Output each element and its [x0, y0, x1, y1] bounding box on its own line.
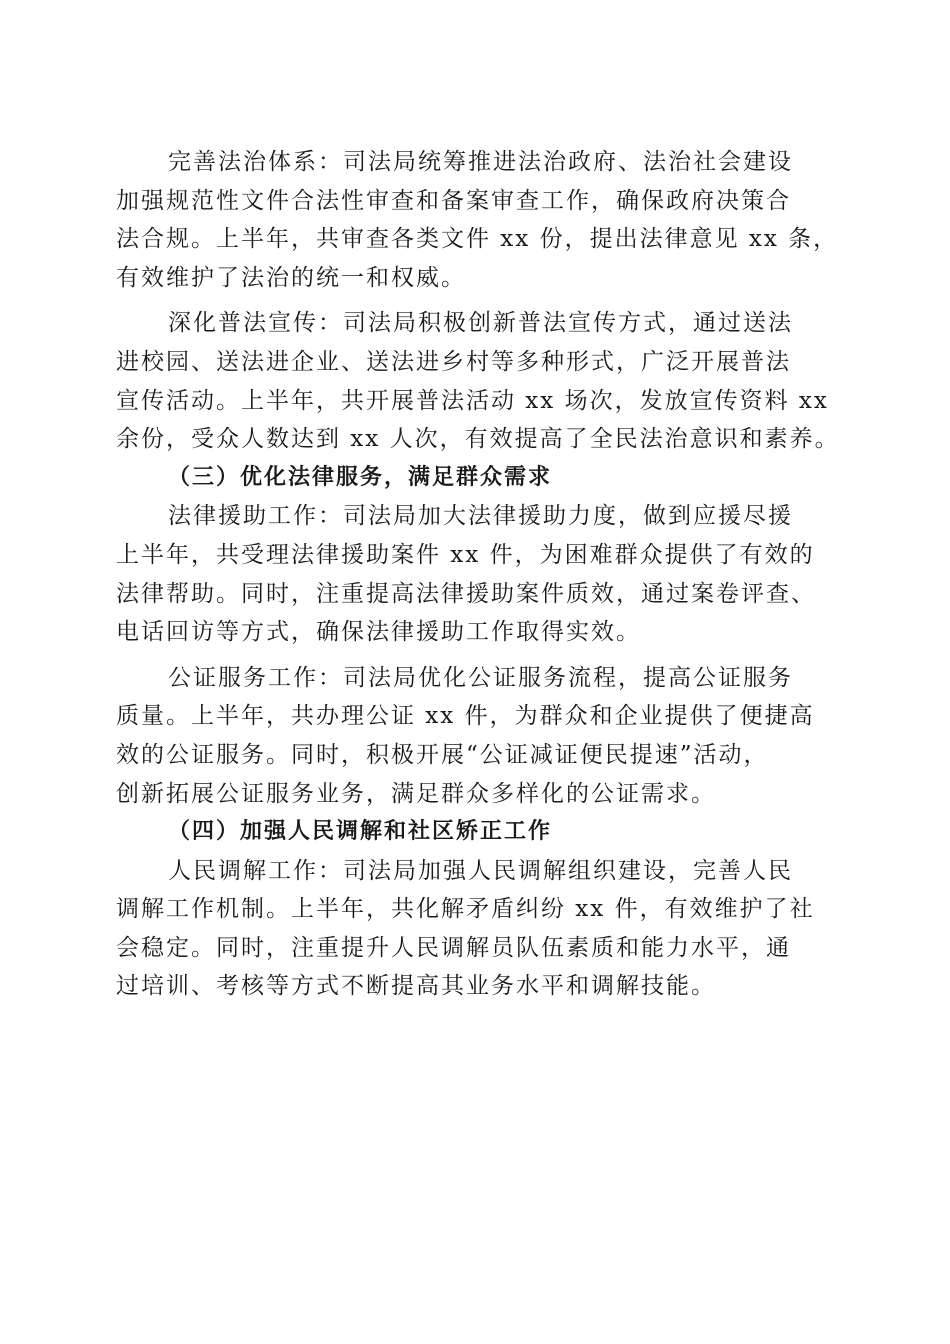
paragraph-line: 效的公证服务。同时，积极开展“公证减证便民提速”活动，	[116, 741, 769, 768]
paragraph-line: 宣传活动。上半年，共开展普法活动 xx 场次，发放宣传资料 xx	[116, 387, 829, 414]
paragraph-line: 电话回访等方式，确保法律援助工作取得实效。	[116, 619, 641, 646]
paragraph-line: 加强规范性文件合法性审查和备案审查工作，确保政府决策合	[116, 187, 791, 214]
section-heading-4: （四）加强人民调解和社区矫正工作	[168, 819, 553, 845]
paragraph-line: 调解工作机制。上半年，共化解矛盾纠纷 xx 件，有效维护了社	[116, 896, 815, 923]
paragraph-line: 有效维护了法治的统一和权威。	[116, 264, 466, 291]
paragraph-line: 质量。上半年，共办理公证 xx 件，为群众和企业提供了便捷高	[116, 703, 815, 730]
paragraph-notary-service	[116, 659, 834, 813]
paragraph-line: 创新拓展公证服务业务，满足群众多样化的公证需求。	[116, 780, 716, 807]
paragraph-line: 法律援助工作：司法局加大法律援助力度，做到应援尽援	[168, 503, 793, 530]
paragraph-people-mediation	[116, 852, 834, 1006]
paragraph-improve-rule-of-law-system	[116, 143, 839, 297]
paragraph-line: 法律帮助。同时，注重提高法律援助案件质效，通过案卷评查、	[116, 580, 816, 607]
paragraph-line: 余份，受众人数达到 xx 人次，有效提高了全民法治意识和素养。	[116, 426, 840, 453]
document-body	[116, 143, 840, 1006]
paragraph-line: 上半年，共受理法律援助案件 xx 件，为困难群众提供了有效的	[116, 541, 815, 568]
paragraph-line: 完善法治体系：司法局统筹推进法治政府、法治社会建设	[168, 149, 793, 175]
paragraph-line: 进校园、送法进企业、送法进乡村等多种形式，广泛开展普法	[116, 348, 791, 375]
section-heading-3: （三）优化法律服务，满足群众需求	[168, 464, 553, 490]
paragraph-line: 法合规。上半年，共审查各类文件 xx 份，提出法律意见 xx 条，	[116, 226, 839, 253]
paragraph-legal-aid	[116, 497, 834, 651]
paragraph-legal-publicity	[116, 304, 840, 458]
paragraph-line: 公证服务工作：司法局优化公证服务流程，提高公证服务	[168, 664, 793, 691]
paragraph-line: 人民调解工作：司法局加强人民调解组织建设，完善人民	[168, 857, 793, 884]
paragraph-line: 会稳定。同时，注重提升人民调解员队伍素质和能力水平，通	[116, 934, 791, 961]
paragraph-line: 过培训、考核等方式不断提高其业务水平和调解技能。	[116, 973, 716, 1000]
paragraph-line: 深化普法宣传：司法局积极创新普法宣传方式，通过送法	[168, 310, 793, 337]
